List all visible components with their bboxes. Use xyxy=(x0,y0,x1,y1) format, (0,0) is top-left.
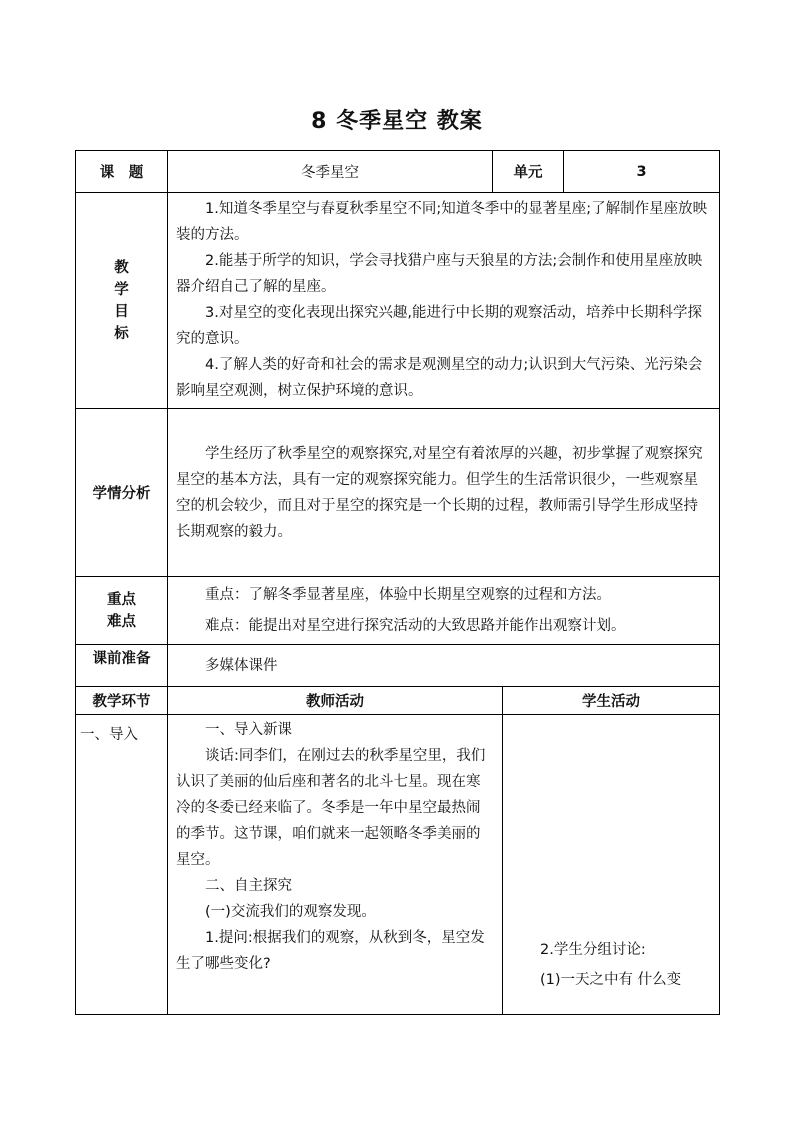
teacher-activity-line: 1.提问:根据我们的观察，从秋到冬，星空发生了哪些变化? xyxy=(176,930,485,972)
key-points-label: 重点 难点 xyxy=(76,577,168,645)
objectives-label: 教 学 目 标 xyxy=(76,193,168,409)
unit-value: 3 xyxy=(564,151,720,193)
teacher-activity-line: 谈话:同李们，在刚过去的秋季星空里，我们认识了美丽的仙后座和著名的北斗七星。现在寒冷的冬委已经来临了。冬季是一年中星空最热闹的季节。这节课，咱们就来一起领略冬季美丽的星空。 xyxy=(176,748,486,868)
teacher-activity-cell xyxy=(168,715,503,1015)
difficulty-text: 难点：能提出对星空进行探究活动的大致思路并能作出观察计划。 xyxy=(205,617,626,634)
process-row xyxy=(76,715,720,1015)
teacher-activity-line: 二、自主探究 xyxy=(205,878,292,894)
student-column-header: 学生活动 xyxy=(503,687,720,715)
topic-label: 课 题 xyxy=(76,151,168,193)
objective-item: 2.能基于所学的知识，学会寻找猎户座与天狼星的方法;会制作和使用星座放映器介绍自己了解的星座。 xyxy=(176,253,703,295)
objective-item: 3.对星空的变化表现出探究兴趣,能进行中长期的观察活动，培养中长期科学探究的意识。 xyxy=(176,305,702,347)
key-points-content xyxy=(168,577,720,645)
topic-value: 冬季星空 xyxy=(168,151,493,193)
preparation-value: 多媒体课件 xyxy=(205,657,278,674)
preparation-content xyxy=(168,645,720,687)
key-points-row xyxy=(76,577,720,645)
unit-label: 单元 xyxy=(493,151,564,193)
student-activity-line: 2.学生分组讨论: xyxy=(540,942,646,958)
analysis-text: 学生经历了秋季星空的观察探究,对星空有着浓厚的兴趣，初步掌握了观察探究星空的基本方法，具有一定的观察探究能力。但学生的生活常识很少，一些观察星空的机会较少，而且对于星空的探究是一个长期的过程，教师需引导学生形成坚持长期观察的毅力。 xyxy=(176,445,703,540)
objective-item: 4.了解人类的好奇和社会的需求是观测星空的动力;认识到大气污染、光污染会影响星空观测，树立保护环境的意识。 xyxy=(176,357,703,399)
process-header-row xyxy=(76,687,720,715)
objectives-row xyxy=(76,193,720,409)
lesson-plan-table xyxy=(75,150,720,1015)
objective-item: 1.知道冬季星空与春夏秋季星空不同;知道冬季中的显著星座;了解制作星座放映装的方法。 xyxy=(176,201,708,243)
student-activity-cell xyxy=(503,715,720,1015)
analysis-content xyxy=(168,409,720,577)
teacher-activity-line: (一)交流我们的观察发现。 xyxy=(205,904,376,920)
topic-row xyxy=(76,151,720,193)
document-title: 8 冬季星空 教案 xyxy=(311,109,483,134)
preparation-row xyxy=(76,645,720,687)
teacher-activity-line: 一、导入新课 xyxy=(205,722,292,738)
analysis-label: 学情分析 xyxy=(76,409,168,577)
teacher-column-header: 教师活动 xyxy=(168,687,503,715)
objectives-content xyxy=(168,193,720,409)
key-point-text: 重点：了解冬季显著星座，体验中长期星空观察的过程和方法。 xyxy=(205,586,611,603)
stage-column-header: 教学环节 xyxy=(76,687,168,715)
student-activity-line: (1)一天之中有 什么变 xyxy=(540,972,682,988)
preparation-label: 课前准备 xyxy=(76,645,168,687)
analysis-row xyxy=(76,409,720,577)
stage-cell: 一、导入 xyxy=(76,715,168,1015)
